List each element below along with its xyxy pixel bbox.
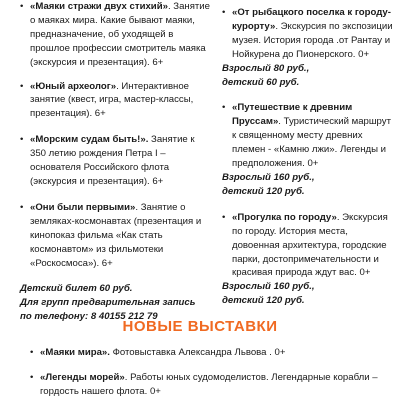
- adult-price: Взрослый 80 руб.,: [222, 62, 310, 74]
- program-item: [20, 0, 210, 70]
- bullet-icon: •: [222, 211, 226, 223]
- bullet-icon: •: [30, 372, 34, 383]
- program-description: Занятие к 350 летию рождения Петра I – основателя Российского флота (экскурсия и презентация). 6+: [30, 134, 195, 187]
- bullet-icon: •: [20, 201, 24, 213]
- kids-ticket-price: Детский билет 60 руб.: [20, 283, 133, 295]
- bullet-icon: •: [20, 1, 24, 12]
- exhibition-description: . Работы юных судомоделистов. Легендарные корабли – гордость нашего флота. 0+: [40, 372, 378, 397]
- child-price: детский 60 руб.: [222, 76, 300, 88]
- tour-description: . Туристический маршрут к священному месту древних племен - «Камню лжи». Легенды и предположения. 0+: [232, 116, 391, 170]
- exhibition-title: «Легенды морей»: [40, 372, 125, 383]
- tour-description: . Экскурсия по городу. История места, довоенная архитектура, городские парки, достопримечательности и красивая природа ждут вас. 0+: [232, 211, 388, 279]
- program-item: [20, 133, 210, 189]
- program-title: «Юный археолог»: [30, 80, 117, 92]
- tour-title: «Прогулка по городу»: [232, 211, 337, 223]
- tour-item: [222, 6, 394, 89]
- bullet-icon: •: [30, 347, 34, 358]
- group-booking-phone: по телефону: 8 40155 212 79: [20, 311, 158, 323]
- exhibition-item: [30, 371, 390, 399]
- tour-title: «Путешествие к древним Пруссам»: [232, 102, 353, 128]
- bullet-icon: •: [222, 102, 226, 114]
- exhibition-title: «Маяки мира».: [40, 347, 110, 358]
- program-description: . Занятие о земляках-космонавтах (презентация и кинопоказ фильма «Как стать космонавтом» из фильмотеки «Роскосмоса»). 6+: [30, 201, 202, 269]
- adult-price: Взрослый 160 руб.,: [222, 281, 315, 293]
- exhibition-item: [30, 346, 390, 360]
- tour-text: [222, 6, 394, 62]
- tour-item: [222, 211, 394, 308]
- new-exhibitions-heading: НОВЫЕ ВЫСТАВКИ: [122, 318, 278, 335]
- program-description: . Интерактивное занятие (квест, игра, мастер-классы, презентация). 6+: [30, 80, 194, 120]
- adult-price: Взрослый 160 руб.,: [222, 171, 315, 183]
- tour-text: [222, 211, 394, 281]
- tour-item: [222, 101, 394, 198]
- program-title: «Маяки стражи двух стихий»: [30, 1, 168, 12]
- right-column: [222, 6, 394, 308]
- program-title: «Морским судам быть!».: [30, 134, 149, 146]
- program-item: [20, 80, 210, 122]
- bullet-icon: •: [222, 7, 226, 18]
- child-price: детский 120 руб.: [222, 295, 305, 307]
- program-title: «Они были первыми»: [30, 201, 136, 213]
- tour-text: [222, 101, 394, 171]
- program-item: [20, 201, 210, 271]
- exhibition-description: Фотовыставка Александра Львова . 0+: [109, 347, 286, 358]
- tour-title: «От рыбацкого поселка к городу-курорту»: [232, 7, 391, 32]
- program-description: . Занятие о маяках мира. Какие бывают маяки, предназначение, об уходящей в прошлое профессии смотритель маяка (экскурсия и презентация). 6+: [30, 1, 210, 68]
- bullet-icon: •: [20, 80, 24, 92]
- bullet-icon: •: [20, 134, 24, 146]
- left-column: [20, 0, 210, 324]
- tour-description: . Экскурсия по экспозиции музея. История города .от Рантау и Нойкурена до Пионерского. 0+: [232, 20, 393, 60]
- group-booking-info: Для групп предварительная запись: [20, 297, 196, 309]
- child-price: детский 120 руб.: [222, 185, 305, 197]
